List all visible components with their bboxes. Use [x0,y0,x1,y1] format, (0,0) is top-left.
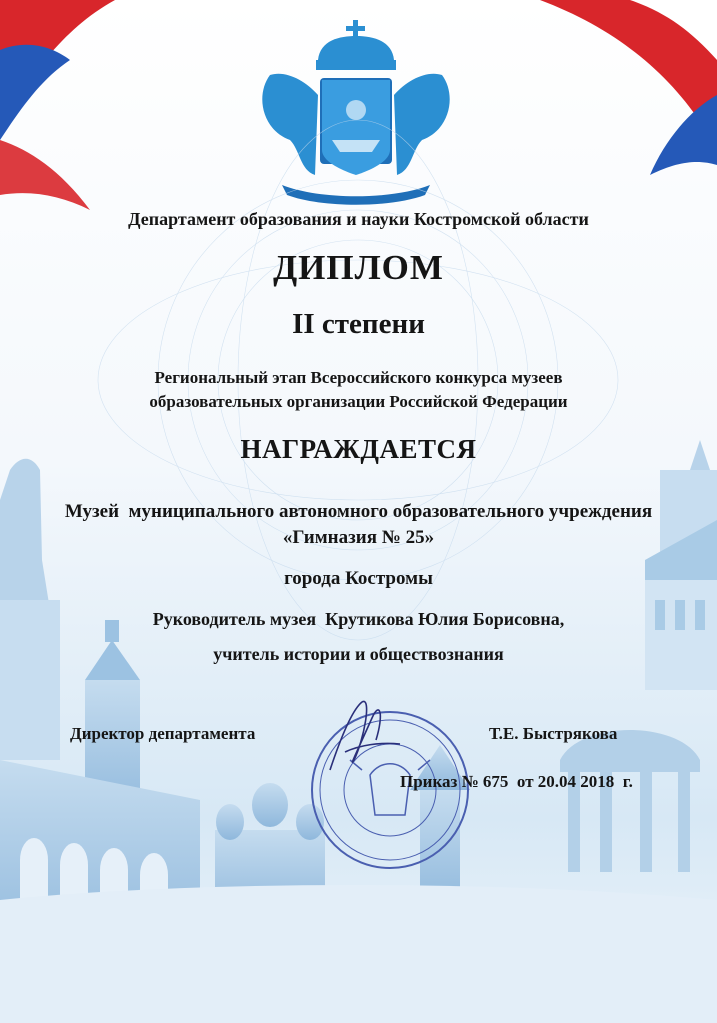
contest-name [0,366,717,414]
museum-head: Руководитель музея Крутикова Юлия Борисовна, [152,609,565,629]
director-name: Т.Е. Быстрякова [489,724,618,743]
museum-line-1: Музей муниципального автономного образовательного учреждения [64,501,653,522]
museum-line-2: «Гимназия № 25» [282,527,435,548]
awarded-heading: НАГРАЖДАЕТСЯ [240,434,477,464]
recipient-city: города Костромы [284,568,433,589]
department-name: Департамент образования и науки Костромской области [128,209,589,229]
diploma-degree: II степени [292,308,425,340]
contest-line-1: Региональный этап Всероссийского конкурса музеев [154,368,563,387]
order-reference: Приказ № 675 от 20.04 2018 г. [400,772,633,791]
contest-line-2: образовательных организации Российской Федерации [149,392,568,411]
diploma-title: ДИПЛОМ [273,248,444,287]
museum-head-role: учитель истории и обществознания [213,644,504,664]
recipient-museum [0,499,717,551]
director-label: Директор департамента [70,724,256,743]
